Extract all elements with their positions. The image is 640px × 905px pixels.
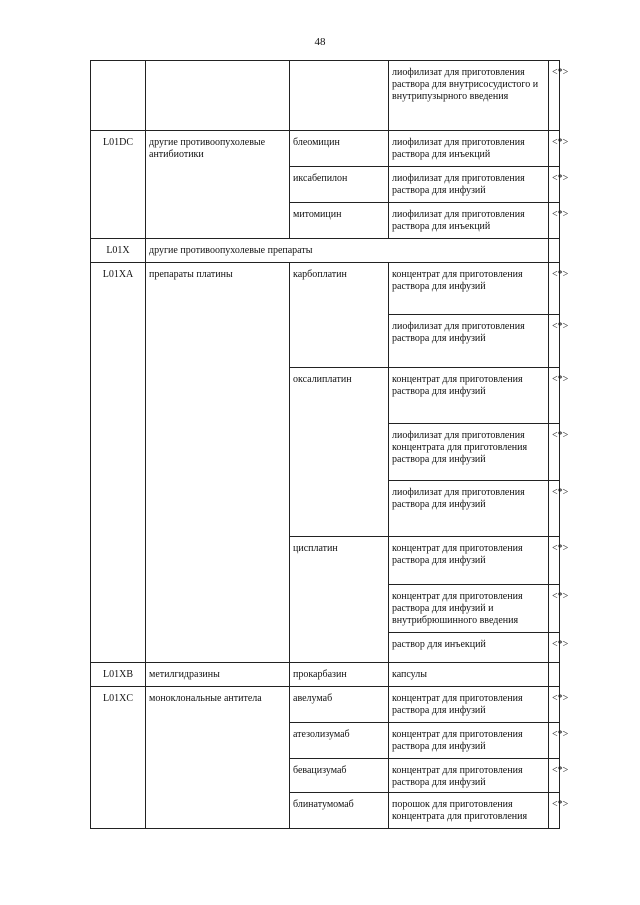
table-row — [91, 131, 560, 167]
group-cell — [146, 61, 290, 131]
dosage-form-cell: концентрат для приготовления раствора для инфузий — [389, 687, 549, 723]
dosage-form-cell: концентрат для приготовления раствора для инфузий — [389, 368, 549, 424]
table-row — [91, 663, 560, 687]
page-number: 48 — [314, 36, 326, 48]
note-mark-cell: <*> — [549, 315, 560, 368]
drug-cell: блеомицин — [290, 131, 389, 167]
drug-cell: атезолизумаб — [290, 723, 389, 759]
atc-code-cell: L01XA — [91, 263, 146, 663]
group-cell: метилгидразины — [146, 663, 290, 687]
note-mark-cell: <*> — [549, 793, 560, 829]
drug-cell: прокарбазин — [290, 663, 389, 687]
dosage-form-cell: лиофилизат для приготовления концентрата для приготовления раствора для инфузий — [389, 424, 549, 481]
note-mark-cell: <*> — [549, 263, 560, 315]
note-mark-cell: <*> — [549, 537, 560, 585]
drug-table — [90, 60, 569, 829]
note-mark-cell: <*> — [549, 687, 560, 723]
note-mark-cell: <*> — [549, 585, 560, 633]
atc-code-cell: L01DC — [91, 131, 146, 239]
dosage-form-cell: концентрат для приготовления раствора для инфузий и внутрибрюшинного введения — [389, 585, 549, 633]
drug-cell — [290, 61, 389, 131]
atc-code-cell: L01XB — [91, 663, 146, 687]
drug-cell: карбоплатин — [290, 263, 389, 368]
atc-code-cell — [91, 61, 146, 131]
table-row — [91, 263, 560, 315]
dosage-form-cell: лиофилизат для приготовления раствора для инъекций — [389, 131, 549, 167]
note-mark-cell: <*> — [549, 481, 560, 537]
note-mark-cell: <*> — [549, 368, 560, 424]
note-mark-cell: <*> — [549, 633, 560, 663]
group-cell: другие противоопухолевые антибиотики — [146, 131, 290, 239]
note-mark-cell: <*> — [549, 131, 560, 167]
dosage-form-cell: концентрат для приготовления раствора для инфузий — [389, 759, 549, 793]
dosage-form-cell: концентрат для приготовления раствора для инфузий — [389, 537, 549, 585]
note-mark-cell: <*> — [549, 61, 560, 131]
table-row — [91, 687, 560, 723]
drug-cell: бевацизумаб — [290, 759, 389, 793]
table-row — [91, 61, 560, 131]
group-cell: моноклональные антитела — [146, 687, 290, 829]
atc-code-cell: L01X — [91, 239, 146, 263]
note-mark-cell — [549, 239, 560, 263]
drug-cell: оксалиплатин — [290, 368, 389, 537]
dosage-form-cell: раствор для инъекций — [389, 633, 549, 663]
dosage-form-cell: порошок для приготовления концентрата для приготовления — [389, 793, 549, 829]
dosage-form-cell: лиофилизат для приготовления раствора для внутрисосудистого и внутрипузырного введения — [389, 61, 549, 131]
atc-code-cell: L01XC — [91, 687, 146, 829]
note-mark-cell: <*> — [549, 167, 560, 203]
dosage-form-cell: лиофилизат для приготовления раствора для инфузий — [389, 481, 549, 537]
drug-cell: иксабепилон — [290, 167, 389, 203]
dosage-form-cell: концентрат для приготовления раствора для инфузий — [389, 723, 549, 759]
drug-cell: митомицин — [290, 203, 389, 239]
note-mark-cell — [549, 663, 560, 687]
dosage-form-cell: лиофилизат для приготовления раствора для инфузий — [389, 315, 549, 368]
drug-cell: цисплатин — [290, 537, 389, 663]
dosage-form-cell: лиофилизат для приготовления раствора для инфузий — [389, 167, 549, 203]
note-mark-cell: <*> — [549, 723, 560, 759]
note-mark-cell: <*> — [549, 759, 560, 793]
dosage-form-cell: лиофилизат для приготовления раствора для инъекций — [389, 203, 549, 239]
dosage-form-cell: капсулы — [389, 663, 549, 687]
drug-cell: блинатумомаб — [290, 793, 389, 829]
note-mark-cell: <*> — [549, 424, 560, 481]
group-cell: другие противоопухолевые препараты — [146, 239, 549, 263]
drug-cell: авелумаб — [290, 687, 389, 723]
group-cell: препараты платины — [146, 263, 290, 663]
dosage-form-cell: концентрат для приготовления раствора для инфузий — [389, 263, 549, 315]
note-mark-cell: <*> — [549, 203, 560, 239]
table-row — [91, 239, 560, 263]
